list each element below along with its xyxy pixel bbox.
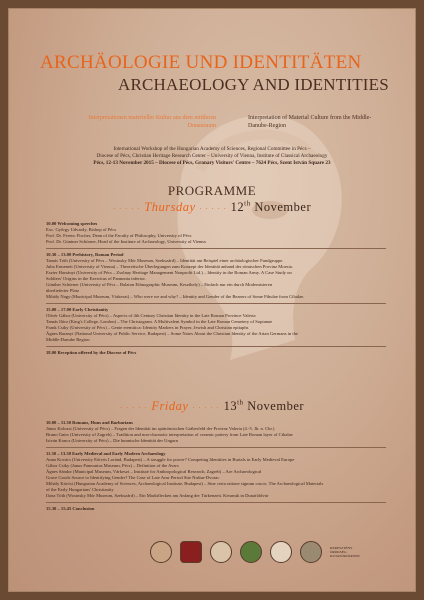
programme-heading: PROGRAMME · · · · · Thursday · · · · · 12th November [0,183,424,213]
divider [46,447,386,448]
workshop-line-2: Diocese of Pécs, Christian Heritage Research Center – University of Vienna, Institute of Classical Archaeology [96,153,328,159]
museum-emblem-logo [240,541,262,563]
divider [46,303,386,304]
vienna-seal-logo [300,541,322,563]
title-german: ARCHÄOLOGIE UND IDENTITÄTEN [40,52,362,73]
subtitle-english: Interpretation of Material Culture from the Middle-Danube-Region [248,115,372,129]
sponsor-logos [150,538,390,566]
schedule-block: 10.30 – 13.00 Prehistory, Roman Period Tamás Tóth (University of Pécs – Wosinsky Mór Museum, Szekszárd) – Identität am Beispiel einer archäologischer Fundgruppe. Julia Ermeneti (University of Vienna) – Theoretische Überlegungen zum Konzept der Identität anhand der römischen Provinz Moesia. Eszter Harsányi (University of Pécs – Zsolnay Heritage Management Nonprofit Ltd.) – Identity in the Roman Army. A Case Study on Soldiers' Origins in the Exercitus of Pannonia inferior. Günther Schörner (University of Pécs – Balaton Ethnographic Museum, Keszthely) – Einfach nur ein durch Modernisieren überlieferter Platz Mihály Nagy (Municipal Museum, Várkeszi) – Who were we and why? – Identity and Gender of the Bearers of Some Fibulae from Cibalae. [46,252,305,299]
workshop-line-1: International Workshop of the Hungarian Academy of Sciences, Regional Committee in Pécs – [113,146,311,152]
subtitle-german: Interpretationen materieller Kultur aus dem mittleren Donauraum [88,115,216,129]
friday-schedule [46,420,386,512]
institute-seal-logo [270,541,292,563]
schedule-block: 15.00 – 17.00 Early Christianity Olivér Gábor (University of Pécs) – Aspects of 4th Century Christian Identity in the Late Roman Province Valeria Tamás Ilácz (King's College, London) – The Christogram. A Multivalent Symbol in the Late Roman Cemetery of Sopianae Frank Csiky (University of Pécs) – Gente eremitica: Identity Markers in Prayer, Jewish and Christian epitaphs Ágnes Baranyi (National University of Public Service, Budapest) – Some Notes About the Christian Identity of the Arian Germans in the Middle-Danube Region [46,307,298,342]
title-english: ARCHAEOLOGY AND IDENTITIES [118,75,389,94]
day-heading-friday: · · · · · Friday · · · · · 13th November [119,398,305,413]
thursday-schedule [46,221,386,356]
academy-seal-logo [210,541,232,563]
divider [46,502,386,503]
schedule-block: 18.00 Reception offered by the Diocese of Pécs [46,350,137,355]
schedule-block: 11.30 – 13.30 Early Medieval and Early Modern Archaeology Anna Kovács (University Eötvös Loránd, Budapest) – A struggle for power? Competing Identities in Burials in Early Medieval Europe Gábor Csiky (Janus Pannonius Museum, Pécs) – Definition of the Avars Ágnes Sándor (Municipal Museum, Várkeszi – Institute for Anthropological Research, Zagreb) – Are Archaeological Grave Goods Source to Identifying Gender? The Case of Late Avar Period Site Nuštar-Dvorac Mihály Körösi (Hungarian Academy of Sciences, Archaeological Institute, Budapest) – Sine certa ratione signum crucis. The Archaeological Materials of the Early Hungarians' Christianity Ilona Tóth (Wosinsky Mór Museum, Szekszárd) – Ein Marktflecken am Anfang der Türkenzeit. Keramik in Dunaföldvár [46,451,324,498]
schedule-block: 15.30 – 15.45 Conclusion [46,506,95,511]
day-heading-thursday: · · · · · Thursday · · · · · 12th November [112,199,312,214]
workshop-info [40,146,384,167]
divider [46,248,386,249]
workshop-line-3: Pécs, 12-13 November 2015 – Diocese of Pécs, Granary Visitors' Centre – 7624 Pécs, Szent István Square 23 [93,160,331,166]
day-name: Thursday [144,200,196,214]
schedule-block: 10.00 – 11.30 Romans, Huns and Barbarians János Kolozsi (University of Pécs) – Fragen der Identität im spätrömischen Gräberfeld der Provinz Valeria (4.-5. Jh. n. Chr.) Bruno Gnirs (University of Zagreb) – Tradition and non-chronotic interpretation of ceramic pottery from Late Roman layer of Cibalae István Koncz (University of Pécs) – Die hunnische Identität der Ungarn [46,420,293,443]
university-seal-logo [150,541,172,563]
day-date: 12 [230,200,245,214]
divider [46,346,386,347]
schedule-block: 10.00 Welcoming speeches Exc. Gyõrgy Udvardy, Bishop of Pécs Prof. Dr. Ferenc Fischer, Dean of the Faculty of Philosophy, University of Pécs Prof. Dr. Güntner Schörner, Head of the Institute of Archaeology, University of Vienna [46,221,206,244]
day-name: Friday [151,399,189,413]
heritage-center-caption: KERESZTÉNY ÖRÖKSÉG KUTATÓKÖZPONT [330,546,361,558]
day-date: 13 [223,399,238,413]
diocese-crest-logo [180,541,202,563]
